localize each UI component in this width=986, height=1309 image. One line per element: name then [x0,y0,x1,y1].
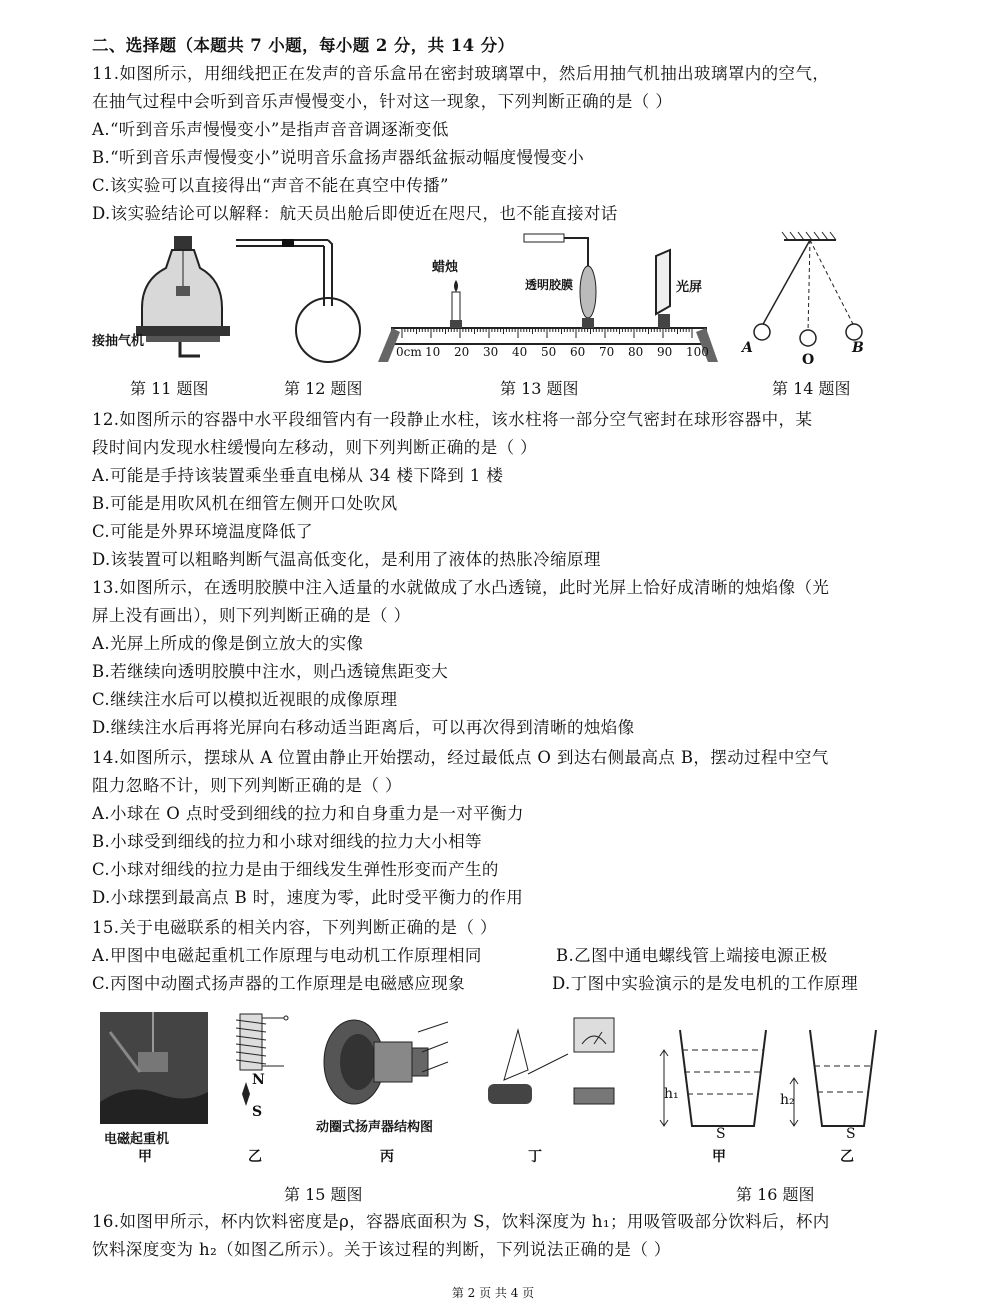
fig14-caption: 第 14 题图 [772,379,851,398]
q11-option-c: C.该实验可以直接得出“声音不能在真空中传播” [92,176,449,195]
q13-option-d: D.继续注水后再将光屏向右移动适当距离后，可以再次得到清晰的烛焰像 [92,718,635,737]
q12-option-b: B.可能是用吹风机在细管左侧开口处吹风 [92,494,398,513]
fig16-jia-label: 甲 [712,1149,726,1165]
q12-option-c: C.可能是外界环境温度降低了 [92,522,313,541]
fig15-jia-label: 甲 [138,1149,152,1165]
q11-option-b: B.“听到音乐声慢慢变小”说明音乐盒扬声器纸盆振动幅度慢慢变小 [92,148,585,167]
q14-option-b: B.小球受到细线的拉力和小球对细线的拉力大小相等 [92,832,482,851]
q13-option-c: C.继续注水后可以模拟近视眼的成像原理 [92,690,398,709]
vacuum-pump-label: 接抽气机 [92,334,145,349]
bench-scale-label: 40 [512,345,528,359]
q11-option-a: A.“听到音乐声慢慢变小”是指声音音调逐渐变低 [92,120,449,139]
candle-label: 蜡烛 [432,260,459,275]
q11-option-d: D.该实验结论可以解释：航天员出舱后即使近在咫尺，也不能直接对话 [92,204,618,223]
q16-stem-line1: 16.如图甲所示，杯内饮料密度是ρ，容器底面积为 S，饮料深度为 h₁；用吸管吸部分饮料后，杯内 [92,1212,830,1231]
q12-option-d: D.该装置可以粗略判断气温高低变化，是利用了液体的热胀冷缩原理 [92,550,601,569]
bench-scale-label: 10 [425,345,441,359]
crane-photo [100,1012,208,1124]
bench-scale-label: 20 [454,345,470,359]
q14-stem-line2: 阻力忽略不计，则下列判断正确的是（ ） [92,776,402,795]
q11-stem-line1: 11.如图所示，用细线把正在发声的音乐盒吊在密封玻璃罩中，然后用抽气机抽出玻璃罩内的空气， [92,64,830,83]
crane-label: 电磁起重机 [104,1132,170,1147]
fig11-caption: 第 11 题图 [130,379,209,398]
flask-figure [232,230,362,370]
q16-stem-line2: 饮料深度变为 h₂（如图乙所示）。关于该过程的判断，下列说法正确的是（ ） [92,1240,671,1259]
q15-stem: 15.关于电磁联系的相关内容，下列判断正确的是（ ） [92,918,497,937]
cup1-area-label: S [716,1126,726,1142]
cup2-area-label: S [846,1126,856,1142]
q12-stem-line1: 12.如图所示的容器中水平段细管内有一段静止水柱，该水柱将一部分空气密封在球形容器中，某 [92,410,813,429]
point-a-label: A [742,340,753,356]
speaker-figure [318,1012,468,1112]
q15-option-b: B.乙图中通电螺线管上端接电源正极 [556,946,828,965]
q14-stem-line1: 14.如图所示，摆球从 A 位置由静止开始摆动，经过最低点 O 到达右侧最高点 B，摆动过程中空气 [92,748,829,767]
bench-scale-label: 60 [570,345,586,359]
q14-option-a: A.小球在 O 点时受到细线的拉力和自身重力是一对平衡力 [92,804,524,823]
point-o-label: O [802,352,815,368]
solenoid-figure [228,1010,298,1130]
fig15-bing-label: 丙 [380,1149,394,1165]
q13-option-a: A.光屏上所成的像是倒立放大的实像 [92,634,364,653]
q13-stem-line2: 屏上没有画出），则下列判断正确的是（ ） [92,606,411,625]
fig16-yi-label: 乙 [840,1149,854,1165]
fig15-ding-label: 丁 [528,1149,542,1165]
bench-scale-label: 100 [686,345,709,359]
q15-option-d: D.丁图中实验演示的是发电机的工作原理 [552,974,858,993]
h1-label: h₁ [664,1086,679,1102]
bench-scale-label: 90 [657,345,673,359]
q12-stem-line2: 段时间内发现水柱缓慢向左移动，则下列判断正确的是（ ） [92,438,538,457]
fig16-caption: 第 16 题图 [736,1185,815,1204]
q13-option-b: B.若继续向透明胶膜中注水，则凸透镜焦距变大 [92,662,449,681]
fig13-caption: 第 13 题图 [500,379,579,398]
bench-scale-label: 30 [483,345,499,359]
q12-option-a: A.可能是手持该装置乘坐垂直电梯从 34 楼下降到 1 楼 [92,466,504,485]
q11-stem-line2: 在抽气过程中会听到音乐声慢慢变小，针对这一现象，下列判断正确的是（ ） [92,92,673,111]
experiment-figure [478,1010,628,1130]
q15-option-c: C.丙图中动圈式扬声器的工作原理是电磁感应现象 [92,974,465,993]
speaker-label: 动圈式扬声器结构图 [316,1120,434,1135]
screen-label: 光屏 [676,280,703,295]
q13-stem-line1: 13.如图所示，在透明胶膜中注入适量的水就做成了水凸透镜，此时光屏上恰好成清晰的烛焰像（光 [92,578,830,597]
south-pole-label: S [252,1104,263,1120]
q14-option-d: D.小球摆到最高点 B 时，速度为零，此时受平衡力的作用 [92,888,524,907]
section-title: 二、选择题（本题共 7 小题，每小题 2 分，共 14 分） [92,36,515,55]
bench-scale-label: 70 [599,345,615,359]
membrane-label: 透明胶膜 [525,278,574,292]
north-pole-label: N [252,1072,265,1088]
fig15-yi-label: 乙 [248,1149,262,1165]
fig15-caption: 第 15 题图 [284,1185,363,1204]
q14-option-c: C.小球对细线的拉力是由于细线发生弹性形变而产生的 [92,860,499,879]
page-footer: 第 2 页 共 4 页 [451,1286,535,1300]
bench-scale-label: 0cm [396,345,422,359]
h2-label: h₂ [780,1092,795,1108]
bench-scale-label: 50 [541,345,557,359]
q15-option-a: A.甲图中电磁起重机工作原理与电动机工作原理相同 [92,946,482,965]
bench-scale-label: 80 [628,345,644,359]
point-b-label: B [852,340,864,356]
fig12-caption: 第 12 题图 [284,379,363,398]
